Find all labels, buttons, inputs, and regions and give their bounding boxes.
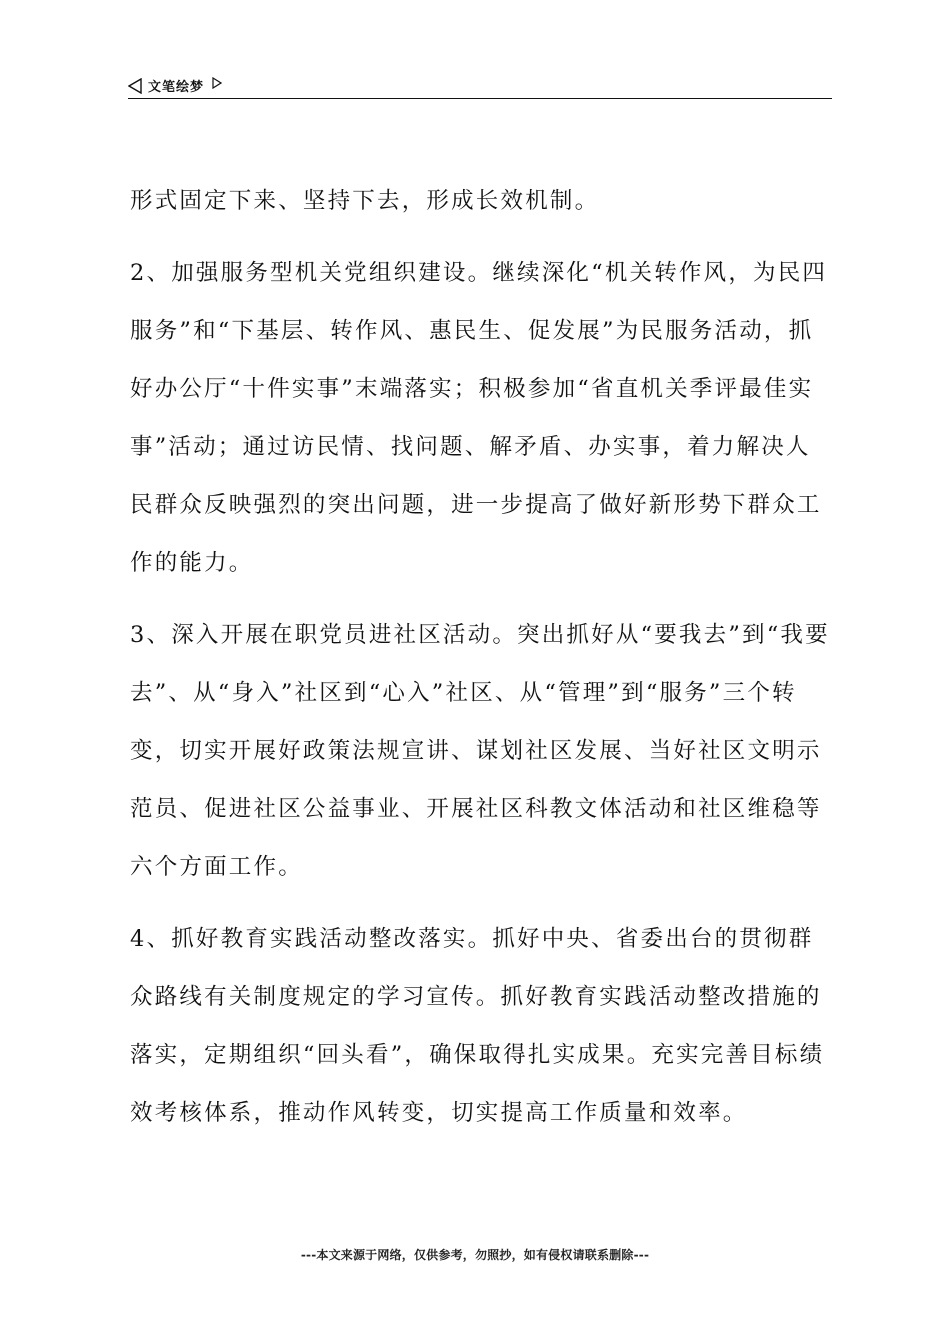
document-body	[130, 172, 834, 1142]
footer-disclaimer: ---本文来源于网络，仅供参考，勿照抄，如有侵权请联系删除---	[300, 1248, 650, 1262]
paragraph-item-4: 4、抓好教育实践活动整改落实。抓好中央、省委出台的贯彻群众路线有关制度规定的学习宣传。抓好教育实践活动整改措施的落实，定期组织“回头看”，确保取得扎实成果。充实完善目标绩效考核体系，推动作风转变，切实提高工作质量和效率。	[130, 926, 825, 1126]
triangle-left-icon	[128, 78, 142, 94]
brand-name: 文笔绘梦	[148, 80, 205, 95]
paragraph-item-2: 2、加强服务型机关党组织建设。继续深化“机关转作风，为民四服务”和“下基层、转作风、惠民生、促发展”为民服务活动，抓好办公厅“十件实事”末端落实；积极参加“省直机关季评最佳实事”活动；通过访民情、找问题、解矛盾、办实事，着力解决人民群众反映强烈的突出问题，进一步提高了做好新形势下群众工作的能力。	[130, 260, 828, 576]
paragraph-continuation: 形式固定下来、坚持下去，形成长效机制。	[130, 188, 600, 214]
header-brand	[128, 76, 222, 95]
triangle-right-icon	[212, 77, 222, 89]
paragraph-item-3: 3、深入开展在职党员进社区活动。突出抓好从“要我去”到“我要去”、从“身入”社区到“心入”社区、从“管理”到“服务”三个转变，切实开展好政策法规宣讲、谋划社区发展、当好社区文明示范员、促进社区公益事业、开展社区科教文体活动和社区维稳等六个方面工作。	[130, 622, 830, 880]
page-header	[128, 72, 832, 99]
